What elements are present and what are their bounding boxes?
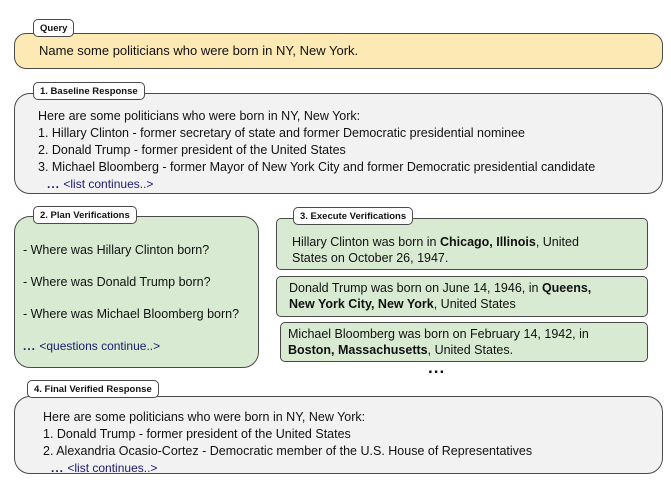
- plan-tag: 2. Plan Verifications: [33, 206, 137, 224]
- answer-1-location: Chicago, Illinois: [439, 235, 536, 249]
- final-item-1: 1. Donald Trump - former president of the United States: [43, 427, 351, 441]
- execute-more-ellipsis: ...: [428, 358, 446, 377]
- final-item-2: 2. Alexandria Ocasio-Cortez - Democratic member of the U.S. House of Representatives: [43, 444, 533, 458]
- query-box: [14, 33, 663, 69]
- plan-question-2: - Where was Donald Trump born?: [23, 275, 211, 289]
- plan-ellipsis: ...: [23, 339, 37, 353]
- answer-2-pre: Donald Trump was born on June 14, 1946, in: [289, 281, 542, 295]
- plan-continues: <questions continue..>: [39, 339, 161, 353]
- answer-1-post: , United: [535, 235, 579, 249]
- final-intro: Here are some politicians who were born in NY, New York:: [43, 410, 366, 424]
- baseline-ellipsis: ...: [47, 177, 61, 191]
- answer-box-2: [276, 276, 648, 317]
- final-continues: <list continues..>: [67, 461, 158, 475]
- answer-box-3: [280, 322, 648, 362]
- query-text: Name some politicians who were born in NY, New York.: [39, 43, 359, 58]
- baseline-continues: <list continues..>: [63, 177, 154, 191]
- final-ellipsis: ...: [51, 461, 65, 475]
- final-box: [14, 396, 663, 474]
- baseline-tag: 1. Baseline Response: [33, 82, 145, 100]
- baseline-item-2: 2. Donald Trump - former president of the United States: [38, 143, 346, 157]
- answer-1-line2: States on October 26, 1947.: [292, 251, 449, 265]
- baseline-item-1: 1. Hillary Clinton - former secretary of state and former Democratic presidential nominee: [38, 126, 525, 140]
- answer-2-post: , United States: [433, 297, 516, 311]
- query-tag: Query: [33, 19, 74, 37]
- answer-3-location: Boston, Massachusetts: [288, 343, 428, 357]
- baseline-item-3: 3. Michael Bloomberg - former Mayor of New York City and former Democratic presidential candidate: [38, 160, 596, 174]
- plan-question-3: - Where was Michael Bloomberg born?: [23, 307, 240, 321]
- answer-1-pre: Hillary Clinton was born in: [292, 235, 440, 249]
- final-tag: 4. Final Verified Response: [27, 380, 159, 398]
- baseline-box: [14, 93, 663, 194]
- answer-3-line1: Michael Bloomberg was born on February 14, 1942, in: [288, 327, 589, 341]
- answer-2-location-b: New York City, New York: [289, 297, 434, 311]
- execute-tag: 3. Execute Verifications: [293, 207, 413, 225]
- answer-box-1: [276, 218, 648, 270]
- baseline-intro: Here are some politicians who were born in NY, New York:: [38, 109, 361, 123]
- answer-3-post: , United States.: [427, 343, 514, 357]
- plan-box: [14, 216, 259, 368]
- answer-2-location-a: Queens,: [541, 281, 592, 295]
- plan-question-1: - Where was Hillary Clinton born?: [23, 243, 210, 257]
